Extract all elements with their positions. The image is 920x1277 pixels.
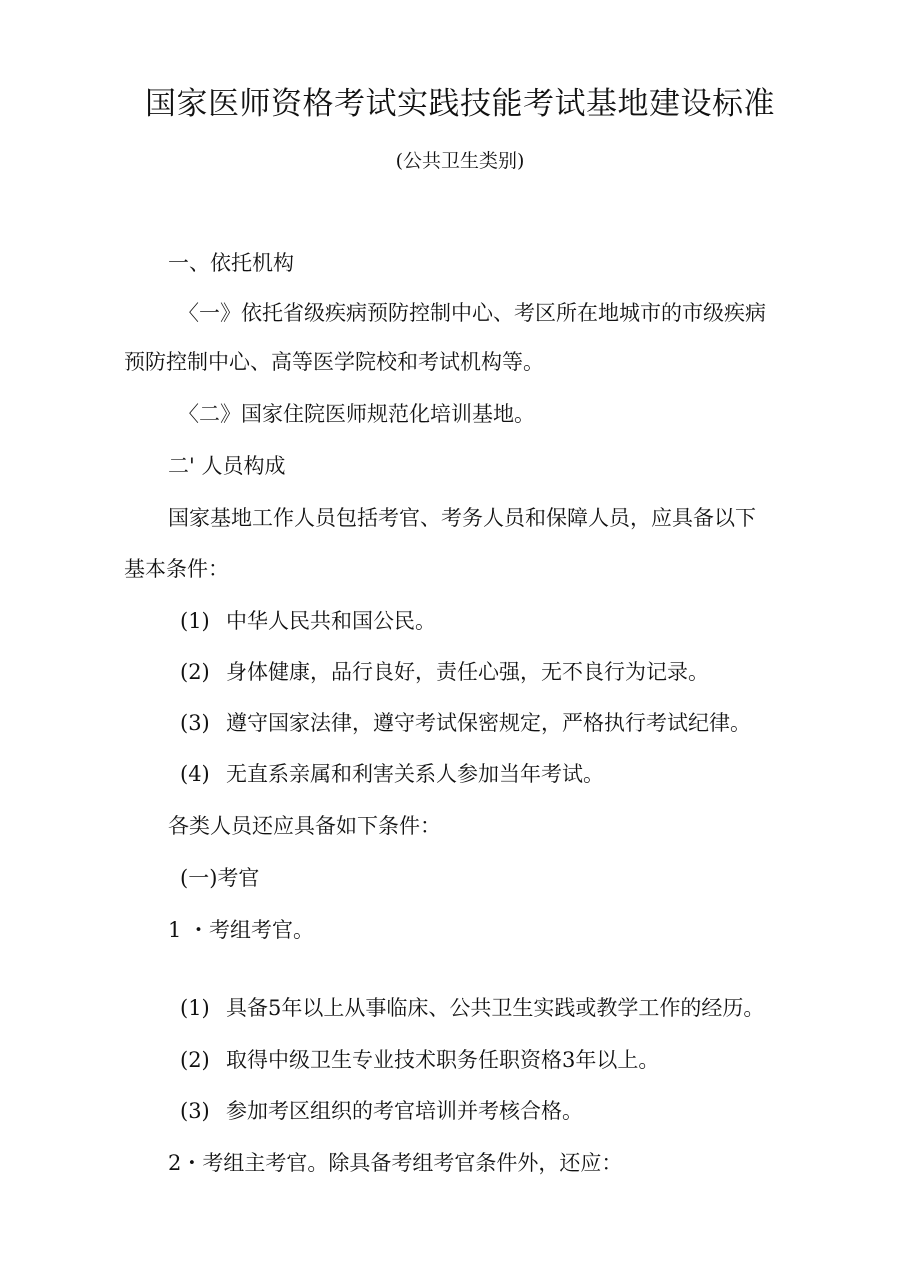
section-1-para-1-line-1: 〈一》依托省级疾病预防控制中心、考区所在地城市的市级疾病 [178,301,766,325]
chief-examiner-heading: 2・考组主考官。除具备考组考官条件外，还应： [168,1151,623,1175]
list-item-text: 身体健康，品行良好，责任心强，无不良行为记录。 [226,660,709,684]
list-item [180,994,764,1022]
list-item-number: (3) [180,711,210,735]
list-item-text: 遵守国家法律，遵守考试保密规定，严格执行考试纪律。 [226,711,751,735]
list-item-number: (1) [180,996,210,1020]
list-item [180,607,436,635]
section-1-para-2: 〈二》国家住院医师规范化培训基地。 [178,402,535,426]
list-item-text: 具备5年以上从事临床、公共卫生实践或教学工作的经历。 [226,996,765,1020]
examiner-heading: (一)考官 [180,866,260,890]
list-item-number: (3) [180,1099,210,1123]
section-1-heading: 一、依托机构 [168,251,294,275]
section-1-para-1-line-2: 预防控制中心、高等医学院校和考试机构等。 [124,350,544,374]
list-item-text: 无直系亲属和利害关系人参加当年考试。 [226,762,604,786]
document-subtitle: (公共卫生类别) [395,150,525,172]
list-item-number: (2) [180,1048,210,1072]
list-item-number: (1) [180,609,210,633]
section-2-heading: 二' 人员构成 [168,454,286,478]
list-item-number: (2) [180,660,210,684]
list-item [180,1097,583,1125]
list-item-text: 取得中级卫生专业技术职务任职资格3年以上。 [226,1048,660,1072]
list-item-number: (4) [180,762,210,786]
section-2-more: 各类人员还应具备如下条件： [168,814,441,838]
list-item [180,1046,659,1074]
section-2-intro-line-1: 国家基地工作人员包括考官、考务人员和保障人员，应具备以下 [168,506,756,530]
section-2-intro-line-2: 基本条件： [124,557,229,581]
list-item [180,709,751,737]
list-item-text: 中华人民共和国公民。 [226,609,436,633]
list-item [180,658,709,686]
document-title: 国家医师资格考试实践技能考试基地建设标准 [145,86,775,122]
group-examiner-heading: 1 ・考组考官。 [168,918,315,942]
list-item [180,760,604,788]
list-item-text: 参加考区组织的考官培训并考核合格。 [226,1099,583,1123]
